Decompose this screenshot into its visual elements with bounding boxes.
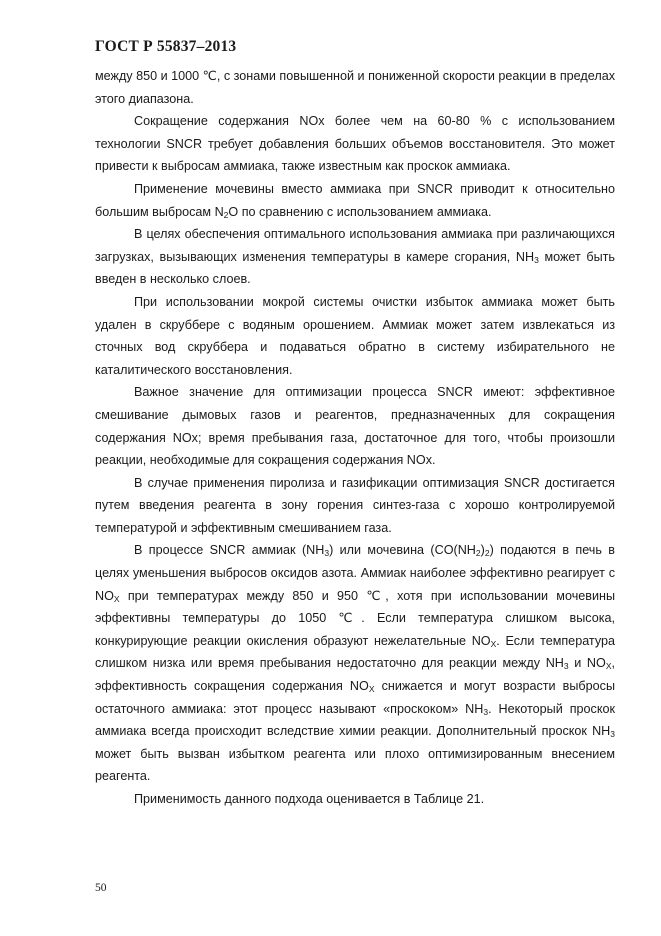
paragraph-text: Важное значение для оптимизации процесса SNCR имеют: эффективное смешивание дымовых газов и реагентов, предназначенных для сокращения содержания NOx; время пребывания газа, достаточное для того, чтобы произошли реакции, необходимые для сокращения содержания NOx. [95, 385, 615, 468]
subscript: X [605, 661, 612, 672]
subscript: 2 [475, 548, 481, 559]
paragraph-text: . Если температура слишком низка или время пребывания недостаточно для реакции между NH [95, 633, 615, 671]
subscript: 2 [223, 209, 229, 220]
subscript: 3 [563, 661, 569, 672]
paragraph-text: между 850 и 1000 ℃, с зонами повышенной и пониженной скорости реакции в пределах этого диапазона. [95, 69, 615, 106]
document-header: ГОСТ Р 55837–2013 [95, 38, 237, 55]
paragraph-text: ) подаются в печь в целях уменьшения выбросов оксидов азота. Аммиак наиболее эффективно реагирует с NO [95, 543, 615, 603]
paragraph-text: , эффективность сокращения содержания NO [95, 656, 615, 694]
subscript: X [368, 684, 375, 695]
page-number: 50 [95, 882, 107, 894]
paragraph-text: ) [480, 543, 485, 558]
paragraph-text: O по сравнению с использованием аммиака. [228, 204, 492, 219]
paragraph-2 [95, 110, 615, 178]
paragraph-3 [95, 178, 615, 223]
paragraph-text: Применение мочевины вместо аммиака при SNCR приводит к относительно большим выбросам N [95, 181, 615, 219]
paragraph-text: Применимость данного подхода оценивается в Таблице 21. [134, 792, 485, 806]
paragraph-8 [95, 539, 615, 788]
paragraph-4 [95, 223, 615, 291]
paragraph-text: . Некоторый проскок аммиака всегда происходит вследствие химии реакции. Дополнительный проскок NH [95, 701, 615, 739]
paragraph-text: может быть вызван избытком реагента или плохо оптимизированным внесением реагента. [95, 746, 615, 784]
subscript: 3 [324, 548, 330, 559]
paragraph-1 [95, 65, 615, 110]
paragraph-text: при температурах между 850 и 950 ℃, хотя при использовании мочевины эффективны температуры до 1050 ℃. Если температура слишком высока, конкурирующие реакции окисления образуют нежелательные NO [95, 588, 615, 648]
paragraph-7 [95, 472, 615, 540]
paragraph-6 [95, 381, 615, 471]
paragraph-text: При использовании мокрой системы очистки избыток аммиака может быть удален в скруббере с водяным орошением. Аммиак может затем извлекаться из сточных вод скруббера и подаваться обратно в систему избирательного не каталитического восстановления. [95, 294, 615, 377]
subscript: 2 [484, 548, 490, 559]
paragraph-text: В целях обеспечения оптимального использования аммиака при различающихся загрузках, вызывающих изменения температуры в камере сгорания, NH [95, 227, 615, 264]
paragraph-text: В процессе SNCR аммиак (NH [134, 543, 325, 558]
subscript: X [113, 593, 120, 604]
subscript: 3 [534, 254, 539, 265]
paragraph-text: В случае применения пиролиза и газификации оптимизация SNCR достигается путем введения реагента в зону горения синтез-газа с хорошо контролируемой температурой и эффективным смешиванием газа. [95, 475, 615, 535]
subscript: 3 [610, 729, 615, 740]
paragraph-9 [95, 788, 615, 811]
paragraph-text: ) или мочевина (CO(NH [329, 543, 476, 558]
document-body [95, 65, 615, 811]
subscript: 3 [483, 706, 489, 717]
paragraph-text: Сокращение содержания NOx более чем на 60-80 % с использованием технологии SNCR требует добавления больших объемов восстановителя. Это может привести к выбросам аммиака, также известным как проскок аммиака. [95, 114, 615, 174]
paragraph-5 [95, 291, 615, 381]
paragraph-text: может быть введен в несколько слоев. [95, 249, 615, 287]
paragraph-text: снижается и могут возрасти выбросы остаточного аммиака: этот процесс называют «проскоком» NH [95, 679, 615, 716]
subscript: X [490, 638, 497, 649]
paragraph-text: и NO [568, 656, 606, 671]
